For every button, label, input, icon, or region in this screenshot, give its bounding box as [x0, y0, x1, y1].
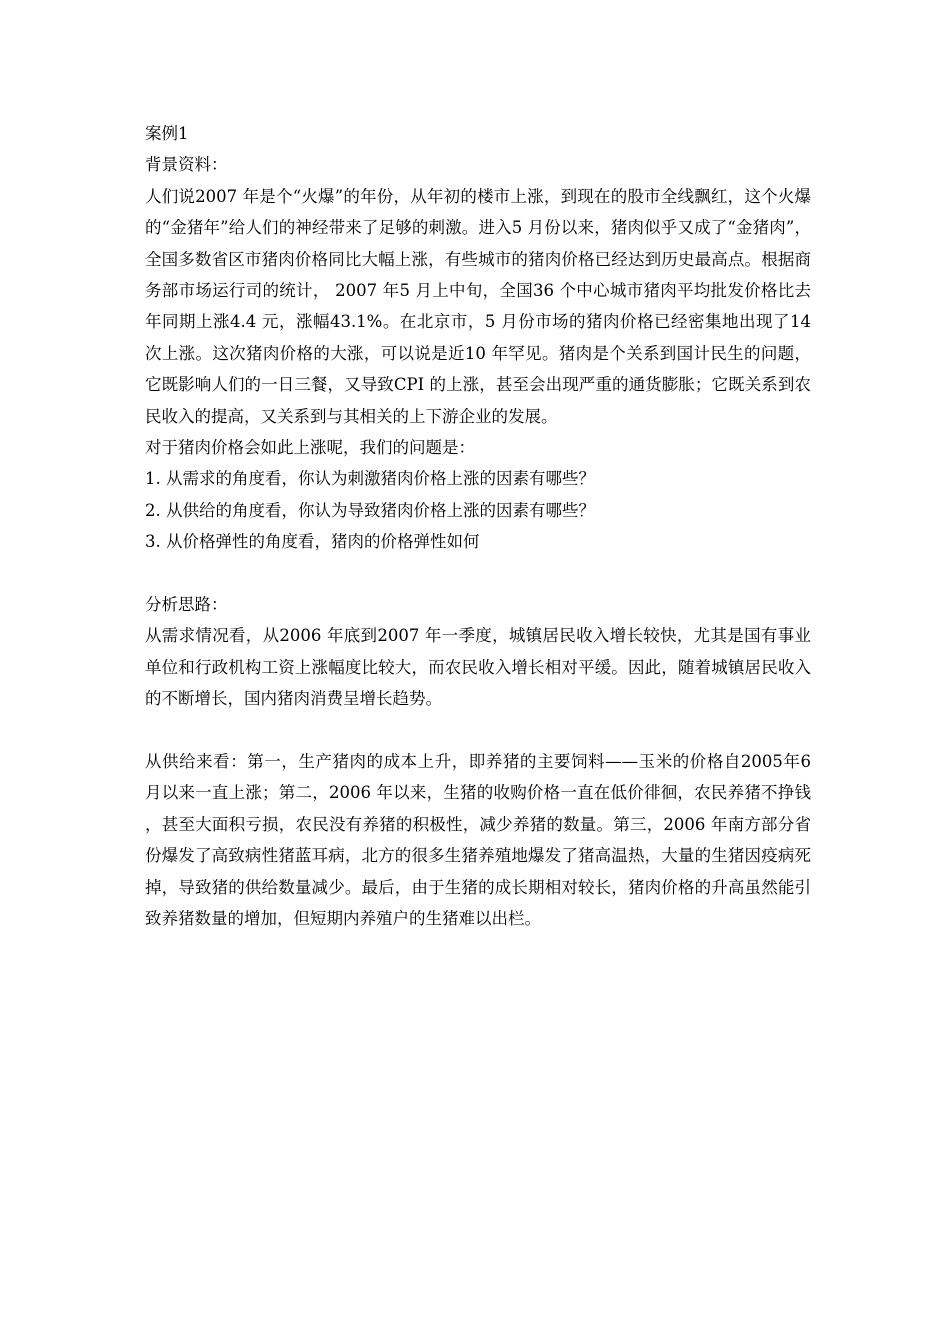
document-page [145, 118, 811, 934]
question-item: 3. 从价格弹性的角度看，猪肉的价格弹性如何 [145, 532, 480, 552]
background-paragraph: 人们说2007 年是个“火爆”的年份，从年初的楼市上涨，到现在的股市全线飘红，这个火爆的“金猪年”给人们的神经带来了足够的刺激。进入5 月份以来，猪肉似乎又成了“金猪肉”，全国多数省区市猪肉价格同比大幅上涨，有些城市的猪肉价格已经达到历史最高点。根据商务部市场运行司的统计， 2007 年5 月上中旬，全国36 个中心城市猪肉平均批发价格比去年同期上涨4.4 元，涨幅43.1%。在北京市，5 月份市场的猪肉价格已经密集地出现了14 次上涨。这次猪肉价格的大涨，可以说是近10 年罕见。猪肉是个关系到国计民生的问题，它既影响人们的一日三餐，又导致CPI 的上涨，甚至会出现严重的通货膨胀；它既关系到农民收入的提高，又关系到与其相关的上下游企业的发展。 [145, 186, 811, 426]
question-intro: 对于猪肉价格会如此上涨呢，我们的问题是： [145, 438, 475, 458]
question-item: 2. 从供给的角度看，你认为导致猪肉价格上涨的因素有哪些？ [145, 500, 595, 520]
analysis-label: 分析思路： [145, 594, 228, 614]
demand-paragraph: 从需求情况看，从2006 年底到2007 年一季度，城镇居民收入增长较快，尤其是国有事业单位和行政机构工资上涨幅度比较大，而农民收入增长相对平缓。因此，随着城镇居民收入的不断增长，国内猪肉消费呈增长趋势。 [145, 626, 811, 709]
question-item: 1. 从需求的角度看，你认为刺激猪肉价格上涨的因素有哪些？ [145, 469, 595, 489]
case-title: 案例1 [145, 124, 189, 143]
background-label: 背景资料： [145, 155, 228, 175]
spacer [145, 715, 811, 746]
supply-paragraph: 从供给来看：第一，生产猪肉的成本上升，即养猪的主要饲料——玉米的价格自2005年6 月以来一直上涨；第二，2006 年以来，生猪的收购价格一直在低价徘徊，农民养猪不挣钱，甚至大面积亏损，农民没有养猪的积极性，减少养猪的数量。第三，2006 年南方部分省份爆发了高致病性猪蓝耳病，北方的很多生猪养殖地爆发了猪高温热，大量的生猪因疫病死掉，导致猪的供给数量减少。最后，由于生猪的成长期相对较长，猪肉价格的升高虽然能引致养猪数量的增加，但短期内养殖户的生猪难以出栏。 [145, 751, 811, 929]
spacer [145, 558, 811, 589]
